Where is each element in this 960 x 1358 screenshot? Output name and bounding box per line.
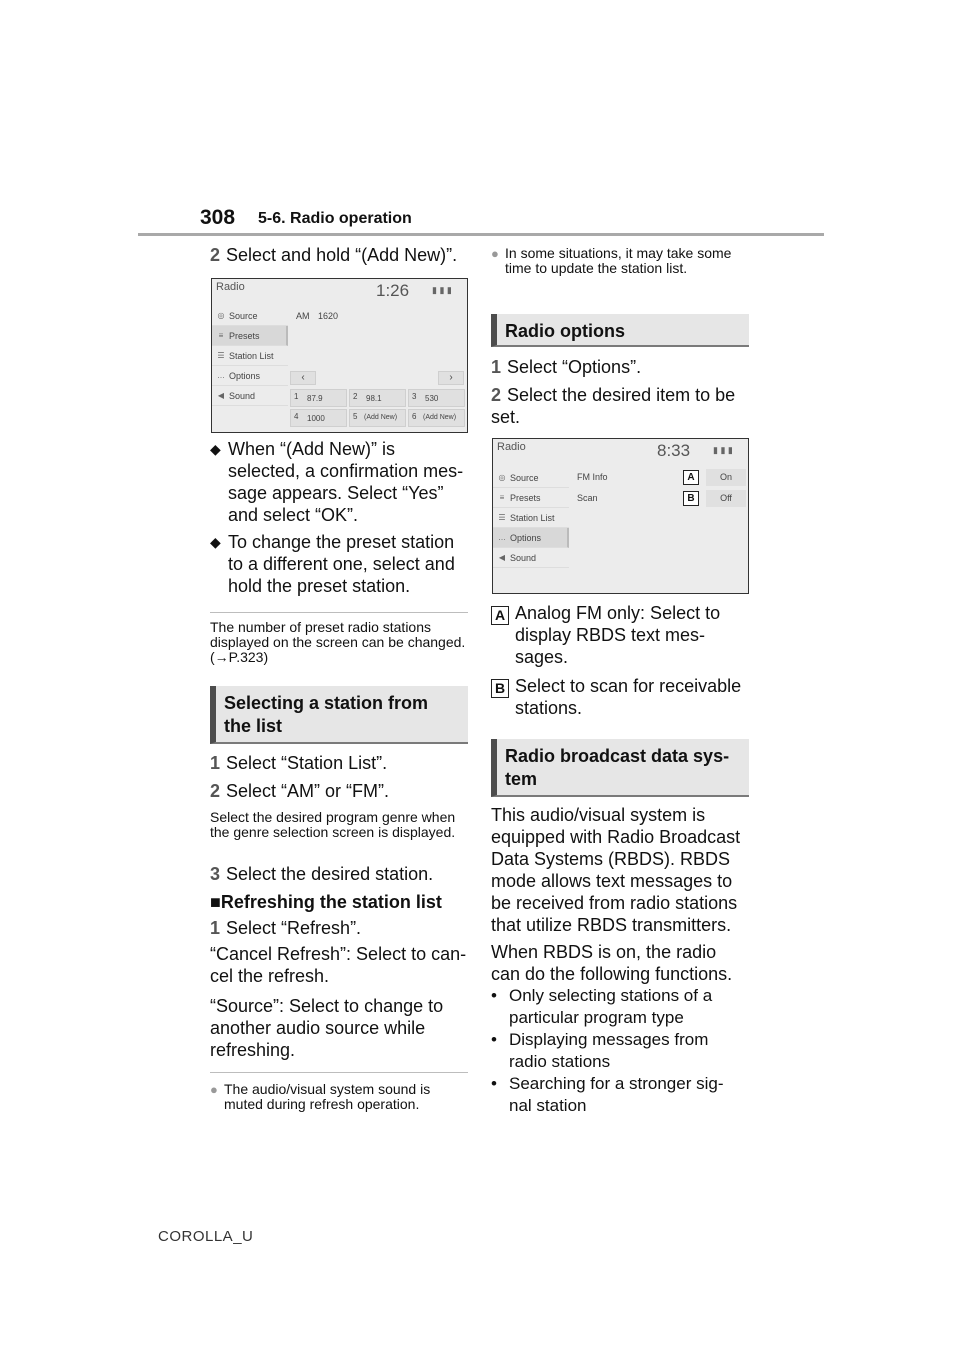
menu-item-station-list[interactable]: ☰ Station List xyxy=(493,508,569,528)
bullet-change-preset: ◆ To change the preset station to a different one, select and hold the preset station. xyxy=(210,532,455,596)
scan-toggle[interactable]: Off xyxy=(706,490,746,507)
menu-item-station-list[interactable]: ☰ Station List xyxy=(212,346,288,366)
screen-time: 1:26 xyxy=(376,281,410,300)
menu-item-source[interactable]: ◎ Source xyxy=(493,468,569,488)
step-options: 1 Select “Options”. xyxy=(491,357,642,377)
step-number: 2 xyxy=(210,245,221,265)
menu-item-options[interactable]: … Options xyxy=(212,366,288,386)
step-refresh: 1 Select “Refresh”. xyxy=(210,918,362,938)
para-rbds-functions: When RBDS is on, the radio can do the following functions. xyxy=(491,942,733,984)
radio-presets-screen xyxy=(211,278,468,433)
option-fm-info[interactable]: FM Info xyxy=(577,472,608,482)
para-rbds-intro: This audio/visual system is equipped with Radio Broadcast Data Systems (RBDS). RBDS mode allows text messages to be received from radio stations that utilize RBDS transmitters. xyxy=(491,805,741,935)
list-icon: ☰ xyxy=(217,351,225,360)
list-item: • Only selecting stations of a particular program type xyxy=(491,986,713,1027)
screen-menu xyxy=(493,468,569,568)
note-preset-count: The number of preset radio stations displayed on the screen can be changed. (→P.323) xyxy=(210,619,466,665)
prev-page-button[interactable]: ‹ xyxy=(290,371,316,385)
heading-radio-options: Radio options xyxy=(491,314,749,347)
status-icons: ▮ ▮ ▮ xyxy=(713,445,733,455)
speaker-icon: ◀ xyxy=(498,553,506,562)
callout-box-b: B xyxy=(683,491,699,506)
rbds-function-list xyxy=(491,985,749,1117)
options-icon: … xyxy=(498,533,506,542)
para-source: “Source”: Select to change to another audio source while refreshing. xyxy=(210,996,444,1060)
subheading-refresh: ■Refreshing the station list xyxy=(210,892,442,912)
menu-item-source[interactable]: ◎ Source xyxy=(212,306,288,326)
preset-4[interactable]: 4 1000 xyxy=(290,409,347,427)
screen-time: 8:33 xyxy=(657,441,691,460)
screen-title: Radio xyxy=(216,281,245,293)
speaker-icon: ◀ xyxy=(217,391,225,400)
header-rule xyxy=(138,233,824,236)
page-number: 308 xyxy=(200,206,236,229)
label-box-b: B xyxy=(491,679,509,698)
list-item: • Displaying messages from radio stations xyxy=(491,1030,709,1071)
menu-item-sound[interactable]: ◀ Sound xyxy=(493,548,569,568)
band-label: AM xyxy=(296,311,310,321)
item-b-description: B Select to scan for receivable stations. xyxy=(491,675,749,719)
option-scan[interactable]: Scan xyxy=(577,493,598,503)
label-box-a: A xyxy=(491,606,509,625)
preset-1[interactable]: 1 87.9 xyxy=(290,389,347,407)
divider xyxy=(210,612,468,613)
note-muted: ● The audio/visual system sound is muted during refresh operation. xyxy=(210,1081,431,1112)
step-add-new xyxy=(210,244,457,266)
step-station-list: 1 Select “Station List”. xyxy=(210,753,388,773)
diamond-icon: ◆ xyxy=(210,534,221,550)
presets-icon: ≡ xyxy=(218,331,224,340)
step-am-fm: 2 Select “AM” or “FM”. xyxy=(210,781,390,801)
list-item: • Searching for a stronger sig- nal station xyxy=(491,1074,724,1115)
item-a-description: A Analog FM only: Select to display RBDS text mes- sages. xyxy=(491,602,749,668)
menu-item-presets[interactable]: ≡ Presets xyxy=(212,326,288,346)
bullet-dot-icon: ● xyxy=(210,1082,218,1097)
menu-item-presets[interactable]: ≡ Presets xyxy=(493,488,569,508)
list-icon: ☰ xyxy=(498,513,506,522)
bullet-add-new: ◆ When “(Add New)” is selected, a confirmation mes- sage appears. Select “Yes” and select “OK”. xyxy=(210,439,464,525)
step-desired-station: 3 Select the desired station. xyxy=(210,864,434,884)
frequency-label: 1620 xyxy=(318,311,339,321)
step-text: Select and hold “(Add New)”. xyxy=(226,245,458,265)
source-icon: ◎ xyxy=(498,473,506,482)
note-genre: Select the desired program genre when the genre selection screen is displayed. xyxy=(210,809,456,840)
bullet-dot-icon: ● xyxy=(491,246,499,261)
screen-title: Radio xyxy=(497,441,526,453)
presets-icon: ≡ xyxy=(499,493,505,502)
status-icons: ▮ ▮ ▮ xyxy=(432,285,452,295)
screen-menu xyxy=(212,306,288,406)
preset-2[interactable]: 2 98.1 xyxy=(349,389,406,407)
radio-options-screen xyxy=(492,438,749,594)
heading-rbds: Radio broadcast data sys- tem xyxy=(491,739,749,797)
divider xyxy=(210,1072,468,1073)
preset-6[interactable]: 6 (Add New) xyxy=(408,409,465,427)
fm-info-toggle[interactable]: On xyxy=(706,469,746,486)
preset-3[interactable]: 3 530 xyxy=(408,389,465,407)
source-icon: ◎ xyxy=(217,311,225,320)
diamond-icon: ◆ xyxy=(210,441,221,457)
section-title: 5-6. Radio operation xyxy=(258,210,412,227)
callout-box-a: A xyxy=(683,470,699,485)
para-cancel-refresh: “Cancel Refresh”: Select to can- cel the refresh. xyxy=(210,944,467,986)
step-desired-item: 2 Select the desired item to be set. xyxy=(491,385,736,427)
menu-item-sound[interactable]: ◀ Sound xyxy=(212,386,288,406)
menu-item-options[interactable]: … Options xyxy=(493,528,569,548)
heading-station-list: Selecting a station from the list xyxy=(210,686,468,744)
preset-5[interactable]: 5 (Add New) xyxy=(349,409,406,427)
options-icon: … xyxy=(217,371,225,380)
next-page-button[interactable]: › xyxy=(438,371,464,385)
footer-model: COROLLA_U xyxy=(158,1228,254,1245)
note-update-time: ● In some situations, it may take some time to update the station list. xyxy=(491,245,732,276)
